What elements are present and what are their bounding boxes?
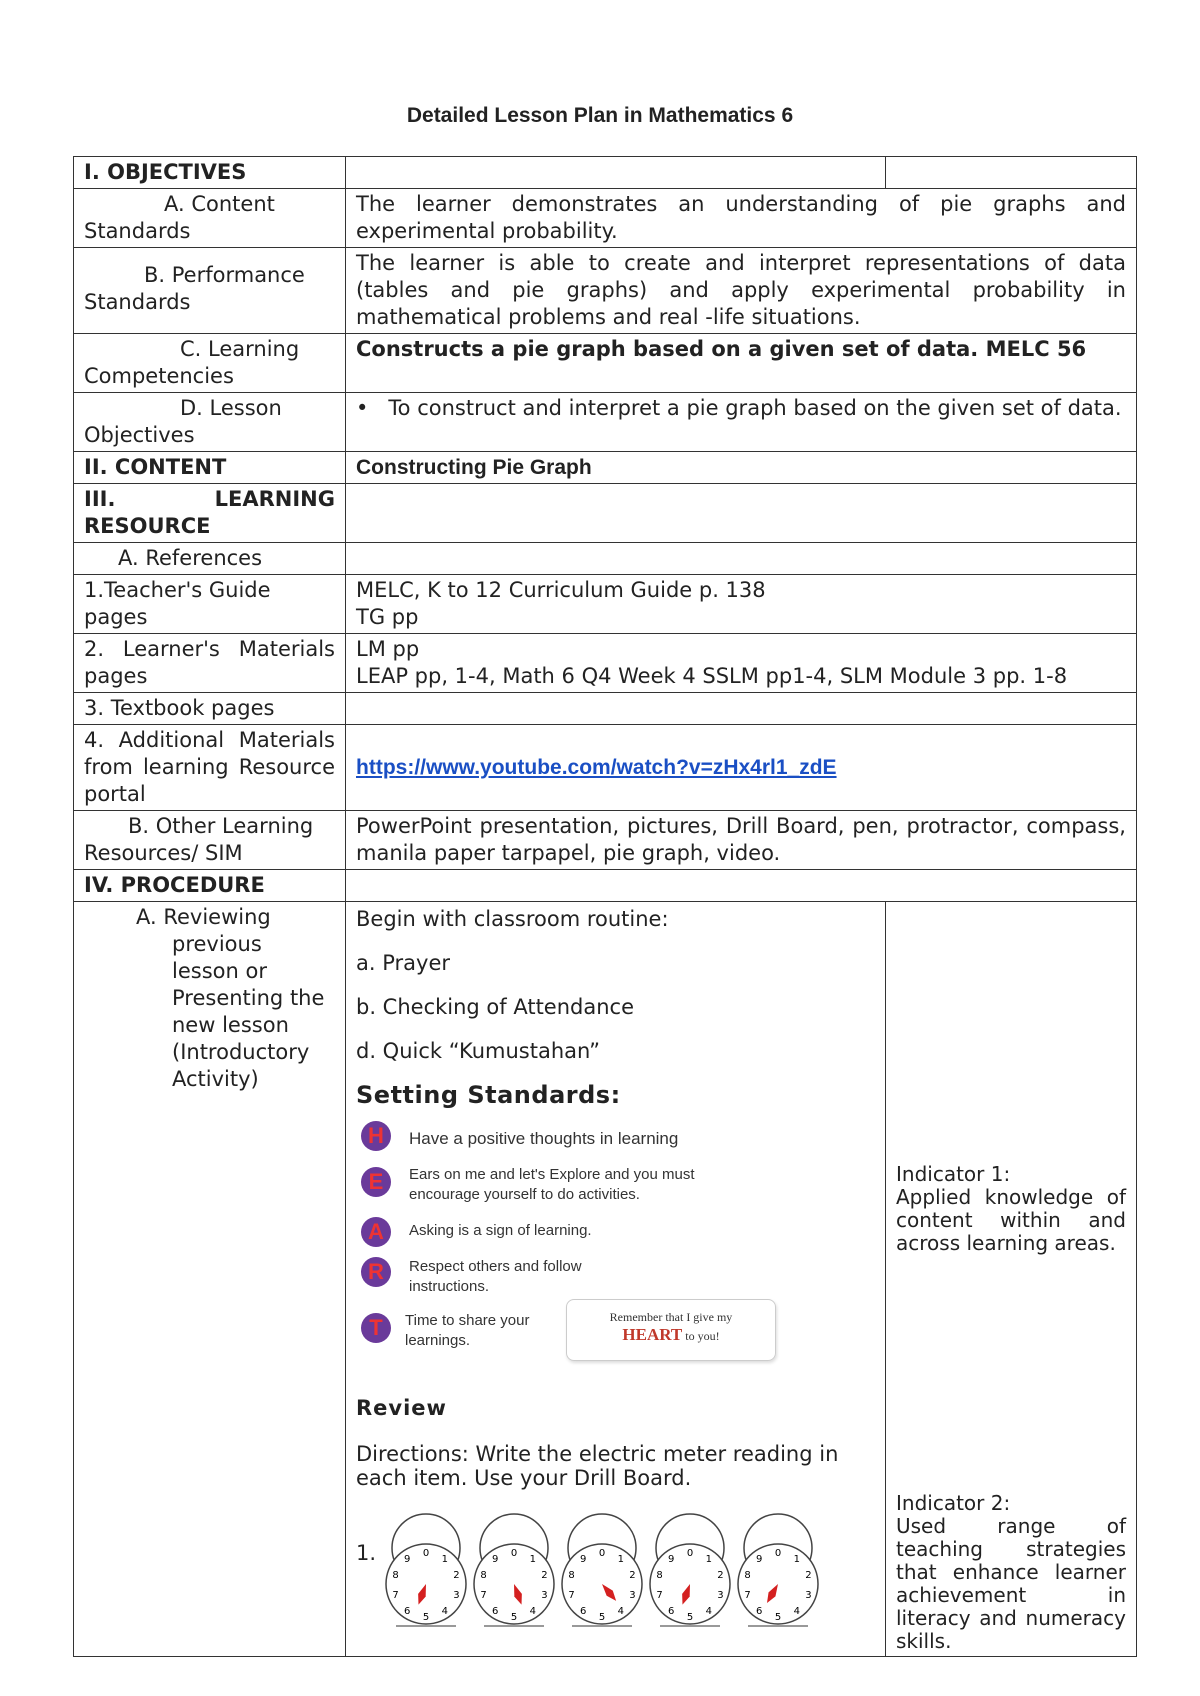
meter-dial — [386, 1514, 466, 1626]
reviewing-label-cell — [74, 902, 346, 1657]
objectives-empty-2 — [886, 157, 1137, 189]
svg-text:0: 0 — [422, 1548, 430, 1559]
indicator-1 — [896, 1163, 1126, 1255]
references-empty — [346, 543, 1137, 575]
indicator-2-title: Indicator 2: — [896, 1491, 1011, 1515]
additional-materials-value — [346, 725, 1137, 811]
remember-heart-box: Remember that I give my HEART to you! — [566, 1299, 776, 1361]
svg-text:7: 7 — [656, 1589, 663, 1601]
heart-row-h — [356, 1125, 875, 1167]
svg-text:0: 0 — [686, 1548, 694, 1559]
svg-text:5: 5 — [510, 1612, 518, 1623]
row-content-standards — [74, 189, 1137, 248]
review-directions: Directions: Write the electric meter reading in each item. Use your Drill Board. — [356, 1442, 839, 1490]
svg-text:3: 3 — [453, 1589, 460, 1601]
row-learning-competencies — [74, 334, 1137, 393]
svg-text:9: 9 — [580, 1554, 587, 1566]
routine-list — [356, 906, 875, 1065]
teachers-guide-label: 1.Teacher's Guide pages — [74, 575, 346, 634]
content-label: II. CONTENT — [74, 452, 346, 484]
row-performance-standards — [74, 248, 1137, 334]
row-learners-materials — [74, 634, 1137, 693]
svg-text:5: 5 — [686, 1612, 694, 1623]
textbook-empty — [346, 693, 1137, 725]
svg-text:1: 1 — [705, 1554, 712, 1566]
row-lesson-objectives — [74, 393, 1137, 452]
heart-row-t — [356, 1311, 875, 1381]
svg-text:2: 2 — [717, 1570, 724, 1582]
row-references — [74, 543, 1137, 575]
learning-competencies-label: C. Learning Competencies — [74, 334, 346, 393]
svg-text:2: 2 — [805, 1570, 812, 1582]
teachers-guide-value: MELC, K to 12 Curriculum Guide p. 138 TG pp — [346, 575, 1137, 634]
objectives-empty-1 — [346, 157, 886, 189]
electric-meter-row — [356, 1500, 875, 1630]
svg-text:1: 1 — [441, 1554, 448, 1566]
meter-dial — [474, 1514, 554, 1626]
svg-text:7: 7 — [568, 1589, 575, 1601]
heart-text-r: Respect others and follow instructions. — [409, 1258, 582, 1295]
row-learning-resource — [74, 484, 1137, 543]
row-content — [74, 452, 1137, 484]
svg-text:8: 8 — [480, 1570, 487, 1582]
performance-standards-value: The learner is able to create and interpret representations of data (tables and pie graphs) and apply experimental probability in mathematical problems and real -life situations. — [346, 248, 1137, 334]
svg-text:6: 6 — [580, 1605, 587, 1617]
svg-text:6: 6 — [492, 1605, 499, 1617]
bullet: • — [356, 396, 369, 420]
procedure-label: IV. PROCEDURE — [74, 870, 346, 902]
svg-text:3: 3 — [541, 1589, 548, 1601]
reviewing-label: A. Reviewing previous lesson or Presenting the new lesson (Introductory Activity) — [136, 905, 325, 1091]
lesson-objectives-value: • To construct and interpret a pie graph based on the given set of data. — [346, 393, 1137, 452]
indicator-2-text: Used range of teaching strategies that enhance learner achievement in literacy and numeracy skills. — [896, 1514, 1126, 1653]
learning-resource-label: III. LEARNING RESOURCE — [74, 484, 346, 543]
svg-text:1: 1 — [793, 1554, 800, 1566]
svg-text:1: 1 — [529, 1554, 536, 1566]
svg-text:6: 6 — [404, 1605, 411, 1617]
meter-dial — [650, 1514, 730, 1626]
svg-text:3: 3 — [805, 1589, 812, 1601]
objectives-label: I. OBJECTIVES — [74, 157, 346, 189]
svg-text:8: 8 — [656, 1570, 663, 1582]
meter-dial — [562, 1514, 642, 1626]
svg-text:4: 4 — [617, 1605, 624, 1617]
svg-text:9: 9 — [756, 1554, 763, 1566]
reviewing-content — [346, 902, 886, 1657]
letter-a-circle: A — [361, 1217, 391, 1247]
svg-text:2: 2 — [541, 1570, 548, 1582]
row-other-resources — [74, 811, 1137, 870]
learning-resource-empty — [346, 484, 1137, 543]
svg-text:8: 8 — [568, 1570, 575, 1582]
heart-row-a — [356, 1219, 875, 1259]
learners-materials-label: 2. Learner's Materials pages — [74, 634, 346, 693]
youtube-link[interactable]: https://www.youtube.com/watch?v=zHx4rl1_zdE — [356, 756, 837, 779]
svg-text:5: 5 — [774, 1612, 782, 1623]
indicator-cell — [886, 902, 1137, 1657]
svg-text:9: 9 — [492, 1554, 499, 1566]
svg-text:7: 7 — [744, 1589, 751, 1601]
svg-text:6: 6 — [756, 1605, 763, 1617]
references-label: A. References — [74, 543, 346, 575]
heart-row-e — [356, 1167, 875, 1219]
row-objectives — [74, 157, 1137, 189]
additional-materials-label: 4. Additional Materials from learning Resource portal — [74, 725, 346, 811]
performance-standards-label: B. Performance Standards — [74, 248, 346, 334]
lesson-plan-table — [73, 156, 1137, 1657]
content-standards-value: The learner demonstrates an understanding of pie graphs and experimental probability. — [346, 189, 1137, 248]
meter-dial — [738, 1514, 818, 1626]
svg-text:4: 4 — [793, 1605, 800, 1617]
svg-text:9: 9 — [404, 1554, 411, 1566]
svg-text:2: 2 — [453, 1570, 460, 1582]
other-resources-value: PowerPoint presentation, pictures, Drill Board, pen, protractor, compass, manila paper tarpapel, pie graph, video. — [346, 811, 1137, 870]
svg-text:0: 0 — [510, 1548, 518, 1559]
svg-text:5: 5 — [598, 1612, 606, 1623]
learning-competencies-value: Constructs a pie graph based on a given set of data. MELC 56 — [346, 334, 1137, 393]
svg-text:0: 0 — [598, 1548, 606, 1559]
row-textbook — [74, 693, 1137, 725]
row-procedure — [74, 870, 1137, 902]
learners-materials-value: LM pp LEAP pp, 1-4, Math 6 Q4 Week 4 SSLM pp1-4, SLM Module 3 pp. 1-8 — [346, 634, 1137, 693]
svg-text:4: 4 — [529, 1605, 536, 1617]
setting-standards-title: Setting Standards: — [356, 1081, 621, 1109]
row-reviewing — [74, 902, 1137, 1657]
svg-text:9: 9 — [668, 1554, 675, 1566]
svg-text:5: 5 — [422, 1612, 430, 1623]
svg-text:8: 8 — [744, 1570, 751, 1582]
lesson-objectives-label: D. Lesson Objectives — [74, 393, 346, 452]
content-value: Constructing Pie Graph — [346, 452, 1137, 484]
svg-text:8: 8 — [392, 1570, 399, 1582]
svg-text:1: 1 — [617, 1554, 624, 1566]
heart-text-e: Ears on me and let's Explore and you must encourage yourself to do activities. — [409, 1166, 695, 1203]
row-teachers-guide — [74, 575, 1137, 634]
letter-t-circle: T — [361, 1313, 391, 1343]
review-title: Review — [356, 1396, 447, 1420]
content-standards-label: A. Content Standards — [74, 189, 346, 248]
heart-text-h: Have a positive thoughts in learning — [409, 1129, 679, 1148]
svg-text:7: 7 — [480, 1589, 487, 1601]
svg-text:3: 3 — [629, 1589, 636, 1601]
textbook-label: 3. Textbook pages — [74, 693, 346, 725]
document-title: Detailed Lesson Plan in Mathematics 6 — [406, 104, 794, 127]
row-additional-materials — [74, 725, 1137, 811]
svg-text:0: 0 — [774, 1548, 782, 1559]
heart-text-t: Time to share your learnings. — [405, 1312, 530, 1349]
indicator-1-title: Indicator 1: — [896, 1162, 1011, 1186]
indicator-2 — [896, 1492, 1126, 1653]
electric-meter-dials — [382, 1500, 852, 1630]
heart-standards — [356, 1125, 875, 1381]
heart-text-a: Asking is a sign of learning. — [409, 1222, 592, 1239]
letter-h-circle: H — [361, 1121, 391, 1151]
letter-e-circle: E — [361, 1167, 391, 1197]
item-number: 1. — [356, 1541, 377, 1565]
svg-text:7: 7 — [392, 1589, 399, 1601]
svg-text:4: 4 — [441, 1605, 448, 1617]
indicator-1-text: Applied knowledge of content within and across learning areas. — [896, 1185, 1126, 1255]
letter-r-circle: R — [361, 1257, 391, 1287]
svg-text:4: 4 — [705, 1605, 712, 1617]
routine-intro: Begin with classroom routine: — [356, 907, 669, 931]
routine-item: a. Prayer — [356, 951, 450, 975]
svg-text:6: 6 — [668, 1605, 675, 1617]
routine-item: d. Quick “Kumustahan” — [356, 1039, 601, 1063]
routine-item: b. Checking of Attendance — [356, 995, 635, 1019]
procedure-empty — [346, 870, 1137, 902]
other-resources-label: B. Other Learning Resources/ SIM — [74, 811, 346, 870]
svg-text:2: 2 — [629, 1570, 636, 1582]
svg-text:3: 3 — [717, 1589, 724, 1601]
